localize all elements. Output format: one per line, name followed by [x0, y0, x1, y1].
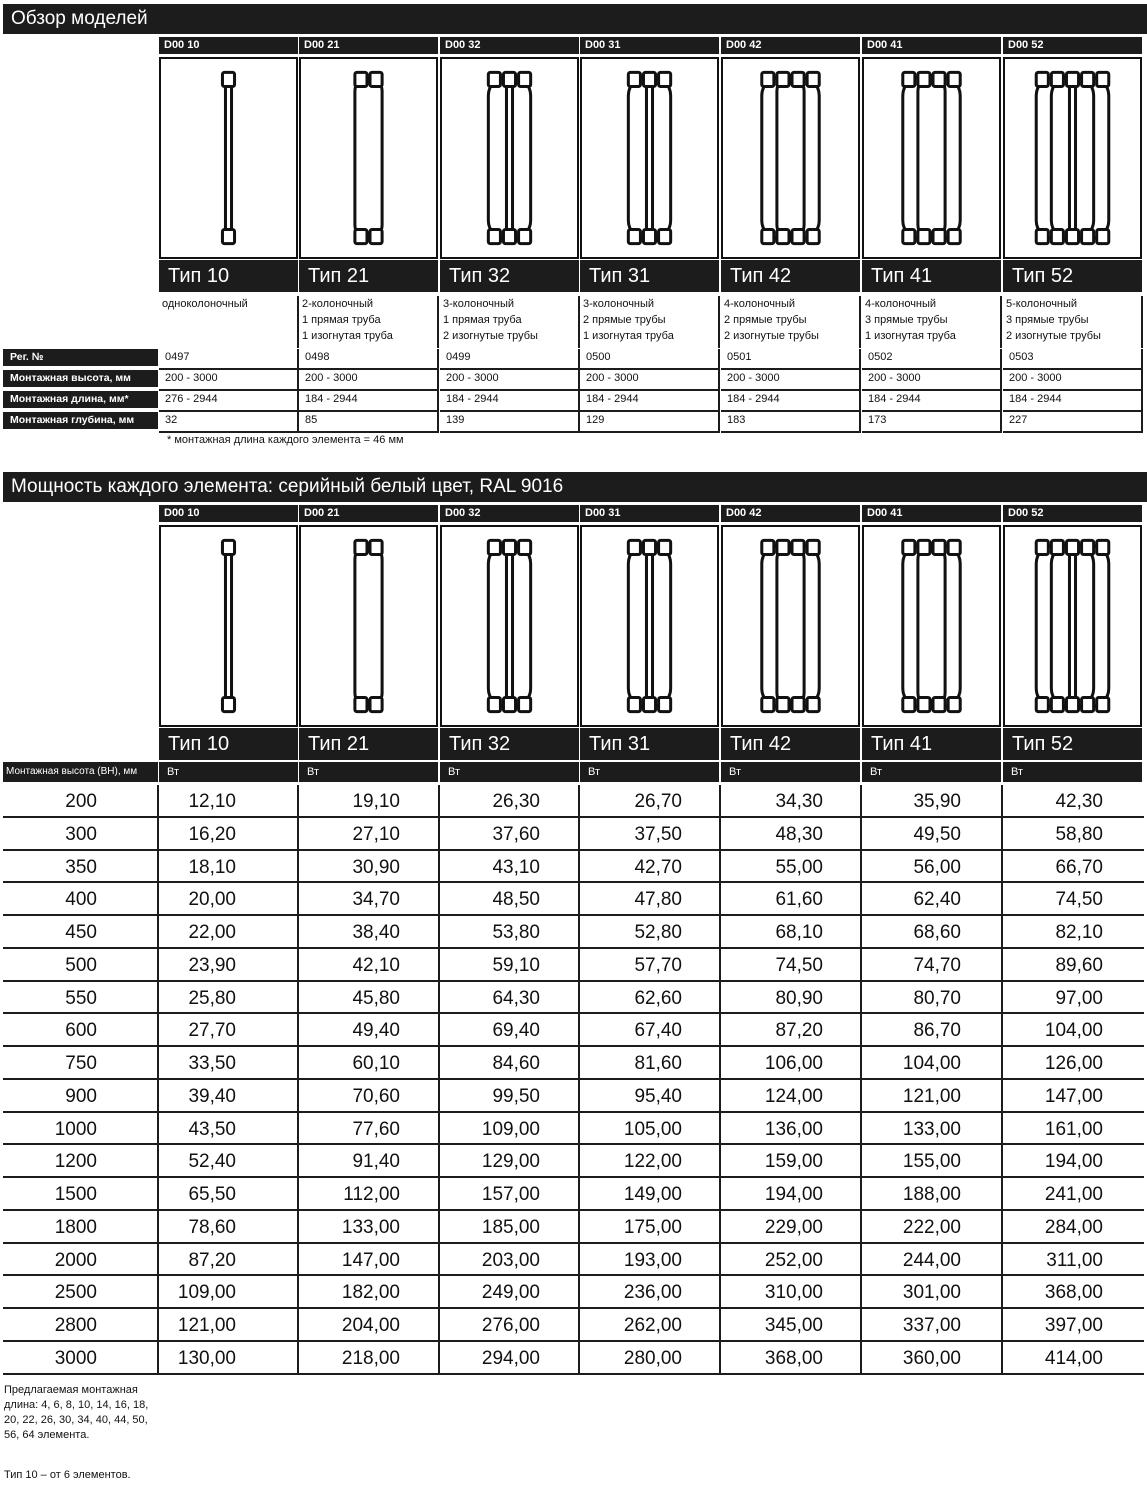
height-value: 3000 — [54, 1347, 97, 1369]
table-row — [0, 851, 1147, 884]
power-value: 57,70 — [634, 954, 682, 976]
overview-type-label: Тип 52 — [1003, 260, 1142, 292]
radiator-icon — [301, 59, 436, 257]
power-value: 23,90 — [188, 954, 236, 976]
spec-value: 184 - 2944 — [721, 391, 861, 412]
height-value: 1200 — [54, 1151, 97, 1173]
power-radiator-drawing — [299, 525, 438, 727]
description-line: 1 изогнутая труба — [865, 330, 956, 342]
model-description — [299, 296, 439, 348]
radiator-icon — [161, 59, 296, 257]
radiator-icon — [723, 59, 858, 257]
unit-header: Вт — [159, 762, 298, 782]
power-value: 112,00 — [343, 1184, 400, 1205]
spec-value: 85 — [299, 412, 439, 433]
power-code: D00 32 — [440, 505, 579, 522]
table-row — [0, 1080, 1147, 1113]
spec-value: 32 — [159, 412, 299, 433]
footnote: * монтажная длина каждого элемента = 46 мм — [167, 434, 404, 446]
power-radiator-drawing — [721, 525, 860, 727]
column-divider — [719, 785, 721, 1375]
power-value: 30,90 — [352, 856, 400, 878]
power-value: 80,90 — [775, 987, 823, 1009]
power-value: 33,50 — [188, 1053, 236, 1074]
description-line: 3-колоночный — [583, 298, 655, 310]
description-line: 3 прямые трубы — [865, 314, 948, 326]
power-value: 185,00 — [481, 1216, 540, 1238]
overview-code: D00 42 — [721, 37, 860, 54]
height-value: 200 — [65, 791, 97, 812]
description-line: 5-колоночный — [1006, 298, 1078, 310]
power-value: 301,00 — [902, 1282, 961, 1304]
height-value: 2000 — [54, 1249, 97, 1271]
model-description — [721, 296, 861, 348]
power-radiator-drawing — [159, 525, 298, 727]
table-row — [0, 1113, 1147, 1146]
power-value: 60,10 — [352, 1053, 400, 1074]
power-value: 86,70 — [913, 1020, 961, 1042]
height-value: 2800 — [54, 1315, 97, 1336]
spec-value: 0502 — [862, 349, 1002, 370]
table-row — [0, 785, 1147, 818]
height-value: 400 — [65, 889, 97, 911]
power-title: Мощность каждого элемента: серийный белый цвет, RAL 9016 — [3, 472, 1147, 502]
power-value: 136,00 — [764, 1118, 823, 1140]
table-row — [0, 1276, 1147, 1309]
power-value: 43,10 — [492, 856, 540, 878]
description-line: 1 прямая труба — [443, 314, 522, 326]
unit-header: Вт — [1003, 762, 1142, 782]
power-code: D00 41 — [862, 505, 1001, 522]
power-value: 16,20 — [188, 823, 236, 845]
power-value: 337,00 — [902, 1315, 961, 1336]
spec-value: 200 - 3000 — [1003, 370, 1143, 391]
overview-code: D00 41 — [862, 37, 1001, 54]
power-value: 97,00 — [1055, 987, 1103, 1009]
spec-value: 200 - 3000 — [299, 370, 439, 391]
model-description — [580, 296, 720, 348]
spec-value: 200 - 3000 — [440, 370, 580, 391]
spec-label: Рег. № — [3, 349, 158, 366]
power-value: 65,50 — [188, 1184, 236, 1205]
power-value: 43,50 — [188, 1118, 236, 1140]
table-row — [0, 1342, 1147, 1375]
power-value: 49,40 — [352, 1020, 400, 1042]
height-column-header: Монтажная высота (BH), мм — [3, 762, 158, 782]
power-value: 104,00 — [1044, 1020, 1103, 1042]
spec-value: 129 — [580, 412, 720, 433]
power-type-label: Тип 42 — [721, 728, 860, 760]
power-value: 222,00 — [902, 1216, 961, 1238]
power-value: 62,40 — [913, 889, 961, 911]
power-value: 49,50 — [913, 823, 961, 845]
power-value: 12,10 — [188, 791, 236, 812]
power-type-label: Тип 31 — [580, 728, 719, 760]
description-line: 2 изогнутые трубы — [724, 330, 819, 342]
power-value: 161,00 — [1044, 1118, 1103, 1140]
type10-note: Тип 10 – от 6 элементов. — [4, 1469, 131, 1481]
power-value: 122,00 — [623, 1151, 682, 1173]
power-value: 52,40 — [188, 1151, 236, 1173]
lengths-note: Предлагаемая монтажная длина: 4, 6, 8, 10, 14, 16, 18, 20, 22, 26, 30, 34, 40, 44, 50, 56, 64 элемента. — [4, 1384, 149, 1441]
unit-header: Вт — [721, 762, 860, 782]
power-code: D00 31 — [580, 505, 719, 522]
power-radiator-drawing — [862, 525, 1001, 727]
table-row — [0, 982, 1147, 1015]
power-value: 133,00 — [902, 1118, 961, 1140]
power-value: 56,00 — [913, 856, 961, 878]
overview-radiator-drawing — [580, 57, 719, 259]
power-value: 95,40 — [634, 1085, 682, 1107]
power-value: 204,00 — [341, 1315, 400, 1336]
spec-value: 184 - 2944 — [862, 391, 1002, 412]
power-value: 284,00 — [1044, 1216, 1103, 1238]
power-value: 130,00 — [177, 1347, 236, 1369]
power-value: 89,60 — [1055, 954, 1103, 976]
power-value: 19,10 — [352, 791, 400, 812]
table-row — [0, 1211, 1147, 1244]
power-value: 241,00 — [1044, 1184, 1103, 1205]
power-radiator-drawing — [1003, 525, 1142, 727]
overview-code: D00 10 — [159, 37, 298, 54]
power-value: 106,00 — [764, 1053, 823, 1074]
row-divider — [3, 1373, 1144, 1375]
power-value: 66,70 — [1055, 856, 1103, 878]
power-value: 84,60 — [492, 1053, 540, 1074]
height-value: 750 — [65, 1053, 97, 1074]
column-divider — [297, 785, 299, 1375]
spec-value: 200 - 3000 — [862, 370, 1002, 391]
power-value: 414,00 — [1044, 1347, 1103, 1369]
power-value: 58,80 — [1055, 823, 1103, 845]
power-value: 80,70 — [913, 987, 961, 1009]
power-value: 249,00 — [481, 1282, 540, 1304]
unit-header: Вт — [580, 762, 719, 782]
height-value: 300 — [65, 823, 97, 845]
power-value: 345,00 — [764, 1315, 823, 1336]
power-value: 42,30 — [1055, 791, 1103, 812]
power-value: 280,00 — [623, 1347, 682, 1369]
power-value: 42,10 — [352, 954, 400, 976]
spec-label: Монтажная длина, мм* — [3, 391, 158, 408]
spec-value: 0499 — [440, 349, 580, 370]
power-radiator-drawing — [580, 525, 719, 727]
power-value: 77,60 — [352, 1118, 400, 1140]
power-value: 34,70 — [352, 889, 400, 911]
power-type-label: Тип 21 — [299, 728, 438, 760]
power-value: 20,00 — [188, 889, 236, 911]
height-value: 500 — [65, 954, 97, 976]
unit-header: Вт — [862, 762, 1001, 782]
power-type-label: Тип 32 — [440, 728, 579, 760]
power-value: 147,00 — [341, 1249, 400, 1271]
height-value: 450 — [65, 922, 97, 943]
description-line: 2 изогнутые трубы — [443, 330, 538, 342]
power-value: 37,50 — [634, 823, 682, 845]
unit-header: Вт — [440, 762, 579, 782]
power-value: 64,30 — [492, 987, 540, 1009]
model-description — [862, 296, 1002, 348]
radiator-icon — [1005, 59, 1140, 257]
spec-value: 276 - 2944 — [159, 391, 299, 412]
power-value: 236,00 — [623, 1282, 682, 1304]
column-divider — [578, 785, 580, 1375]
power-value: 34,30 — [775, 791, 823, 812]
overview-code: D00 31 — [580, 37, 719, 54]
radiator-icon — [582, 527, 717, 725]
power-value: 105,00 — [623, 1118, 682, 1140]
power-value: 87,20 — [188, 1249, 236, 1271]
overview-radiator-drawing — [721, 57, 860, 259]
power-value: 59,10 — [492, 954, 540, 976]
spec-value: 184 - 2944 — [1003, 391, 1143, 412]
radiator-icon — [864, 527, 999, 725]
power-value: 39,40 — [188, 1085, 236, 1107]
spec-value: 184 - 2944 — [299, 391, 439, 412]
power-value: 70,60 — [352, 1085, 400, 1107]
power-value: 294,00 — [481, 1347, 540, 1369]
description-line: 2-колоночный — [302, 298, 374, 310]
overview-type-label: Тип 41 — [862, 260, 1001, 292]
description-line: 1 прямая труба — [302, 314, 381, 326]
radiator-icon — [864, 59, 999, 257]
spec-value: 200 - 3000 — [580, 370, 720, 391]
overview-type-label: Тип 31 — [580, 260, 719, 292]
overview-type-label: Тип 42 — [721, 260, 860, 292]
spec-value: 227 — [1003, 412, 1143, 433]
model-description — [1003, 296, 1143, 348]
power-value: 159,00 — [764, 1151, 823, 1173]
spec-label: Монтажная глубина, мм — [3, 412, 158, 429]
power-value: 311,00 — [1046, 1249, 1103, 1271]
power-type-label: Тип 41 — [862, 728, 1001, 760]
overview-code: D00 52 — [1003, 37, 1142, 54]
power-value: 203,00 — [481, 1249, 540, 1271]
table-row — [0, 1178, 1147, 1211]
power-value: 121,00 — [177, 1315, 236, 1336]
power-value: 121,00 — [902, 1085, 961, 1107]
power-value: 26,70 — [634, 791, 682, 812]
table-row — [0, 818, 1147, 851]
power-radiator-drawing — [440, 525, 579, 727]
power-value: 25,80 — [188, 987, 236, 1009]
power-value: 82,10 — [1055, 922, 1103, 943]
power-value: 129,00 — [481, 1151, 540, 1173]
spec-label: Монтажная высота, мм — [3, 370, 158, 387]
power-value: 26,30 — [492, 791, 540, 812]
spec-value: 200 - 3000 — [721, 370, 861, 391]
power-value: 310,00 — [764, 1282, 823, 1304]
power-value: 276,00 — [481, 1315, 540, 1336]
column-divider — [438, 785, 440, 1375]
power-value: 78,60 — [188, 1216, 236, 1238]
power-type-label: Тип 10 — [159, 728, 298, 760]
height-value: 1000 — [54, 1118, 97, 1140]
power-value: 368,00 — [1044, 1282, 1103, 1304]
power-value: 194,00 — [764, 1184, 823, 1205]
power-value: 55,00 — [775, 856, 823, 878]
power-value: 397,00 — [1044, 1315, 1103, 1336]
height-value: 1800 — [54, 1216, 97, 1238]
power-value: 48,30 — [775, 823, 823, 845]
power-value: 52,80 — [634, 922, 682, 943]
power-value: 244,00 — [902, 1249, 961, 1271]
power-value: 42,70 — [634, 856, 682, 878]
power-value: 38,40 — [352, 922, 400, 943]
power-value: 74,50 — [1055, 889, 1103, 911]
table-row — [0, 1047, 1147, 1080]
power-value: 218,00 — [341, 1347, 400, 1369]
height-value: 350 — [65, 856, 97, 878]
overview-type-label: Тип 32 — [440, 260, 579, 292]
power-value: 193,00 — [623, 1249, 682, 1271]
table-row — [0, 916, 1147, 949]
description-line: одноколоночный — [162, 298, 248, 310]
table-row — [0, 1145, 1147, 1178]
height-value: 900 — [65, 1085, 97, 1107]
overview-radiator-drawing — [159, 57, 298, 259]
power-value: 157,00 — [481, 1184, 540, 1205]
power-value: 69,40 — [492, 1020, 540, 1042]
height-value: 600 — [65, 1020, 97, 1042]
power-value: 126,00 — [1044, 1053, 1103, 1074]
power-value: 27,10 — [352, 823, 400, 845]
power-value: 155,00 — [902, 1151, 961, 1173]
power-value: 124,00 — [764, 1085, 823, 1107]
power-value: 368,00 — [764, 1347, 823, 1369]
power-type-label: Тип 52 — [1003, 728, 1142, 760]
power-value: 81,60 — [634, 1053, 682, 1074]
power-value: 74,50 — [775, 954, 823, 976]
power-value: 68,10 — [775, 922, 823, 943]
overview-radiator-drawing — [299, 57, 438, 259]
spec-value: 183 — [721, 412, 861, 433]
power-value: 68,60 — [913, 922, 961, 943]
power-value: 48,50 — [492, 889, 540, 911]
spec-value: 0500 — [580, 349, 720, 370]
column-divider — [860, 785, 862, 1375]
table-row — [0, 949, 1147, 982]
power-value: 47,80 — [634, 889, 682, 911]
spec-value: 0501 — [721, 349, 861, 370]
power-value: 182,00 — [341, 1282, 400, 1304]
spec-value: 0498 — [299, 349, 439, 370]
power-value: 149,00 — [623, 1184, 682, 1205]
radiator-icon — [301, 527, 436, 725]
power-value: 53,80 — [492, 922, 540, 943]
description-line: 2 прямые трубы — [724, 314, 807, 326]
unit-header: Вт — [299, 762, 438, 782]
overview-radiator-drawing — [1003, 57, 1142, 259]
model-description — [440, 296, 580, 348]
power-value: 229,00 — [764, 1216, 823, 1238]
column-divider — [1001, 785, 1003, 1375]
spec-value: 0497 — [159, 349, 299, 370]
radiator-icon — [723, 527, 858, 725]
power-value: 67,40 — [634, 1020, 682, 1042]
spec-value: 184 - 2944 — [580, 391, 720, 412]
power-value: 91,40 — [352, 1151, 400, 1173]
radiator-icon — [582, 59, 717, 257]
overview-type-label: Тип 10 — [159, 260, 298, 292]
power-value: 27,70 — [188, 1020, 236, 1042]
table-row — [0, 1309, 1147, 1342]
power-value: 262,00 — [623, 1315, 682, 1336]
spec-value: 184 - 2944 — [440, 391, 580, 412]
power-value: 62,60 — [634, 987, 682, 1009]
overview-radiator-drawing — [440, 57, 579, 259]
table-row — [0, 1014, 1147, 1047]
radiator-icon — [161, 527, 296, 725]
table-row — [0, 883, 1147, 916]
description-line: 1 изогнутая труба — [583, 330, 674, 342]
power-value: 45,80 — [352, 987, 400, 1009]
overview-type-label: Тип 21 — [299, 260, 438, 292]
spec-value: 200 - 3000 — [159, 370, 299, 391]
description-line: 2 изогнутые трубы — [1006, 330, 1101, 342]
power-value: 194,00 — [1044, 1151, 1103, 1173]
power-value: 109,00 — [177, 1282, 236, 1304]
power-value: 175,00 — [623, 1216, 682, 1238]
power-code: D00 10 — [159, 505, 298, 522]
radiator-icon — [442, 59, 577, 257]
overview-code: D00 21 — [299, 37, 438, 54]
power-value: 99,50 — [492, 1085, 540, 1107]
description-line: 2 прямые трубы — [583, 314, 666, 326]
description-line: 1 изогнутая труба — [302, 330, 393, 342]
overview-radiator-drawing — [862, 57, 1001, 259]
power-value: 74,70 — [913, 954, 961, 976]
spec-value: 0503 — [1003, 349, 1143, 370]
radiator-icon — [442, 527, 577, 725]
description-line: 3 прямые трубы — [1006, 314, 1089, 326]
column-divider — [157, 785, 159, 1375]
radiator-icon — [1005, 527, 1140, 725]
power-value: 61,60 — [775, 889, 823, 911]
power-value: 18,10 — [188, 856, 236, 878]
height-value: 550 — [65, 987, 97, 1009]
spec-value: 139 — [440, 412, 580, 433]
height-value: 2500 — [54, 1282, 97, 1304]
power-code: D00 42 — [721, 505, 860, 522]
power-value: 109,00 — [481, 1118, 540, 1140]
overview-title: Обзор моделей — [3, 4, 1147, 34]
power-value: 104,00 — [902, 1053, 961, 1074]
model-description — [159, 296, 299, 348]
power-value: 133,00 — [341, 1216, 400, 1238]
power-value: 252,00 — [764, 1249, 823, 1271]
overview-code: D00 32 — [440, 37, 579, 54]
power-value: 87,20 — [775, 1020, 823, 1042]
power-value: 147,00 — [1044, 1085, 1103, 1107]
power-code: D00 21 — [299, 505, 438, 522]
power-code: D00 52 — [1003, 505, 1142, 522]
power-value: 22,00 — [188, 922, 236, 943]
spec-value: 173 — [862, 412, 1002, 433]
description-line: 4-колоночный — [724, 298, 796, 310]
power-value: 37,60 — [492, 823, 540, 845]
power-value: 360,00 — [902, 1347, 961, 1369]
description-line: 3-колоночный — [443, 298, 515, 310]
power-value: 188,00 — [902, 1184, 961, 1205]
height-value: 1500 — [54, 1184, 97, 1205]
table-row — [0, 1244, 1147, 1277]
description-line: 4-колоночный — [865, 298, 937, 310]
power-value: 35,90 — [913, 791, 961, 812]
